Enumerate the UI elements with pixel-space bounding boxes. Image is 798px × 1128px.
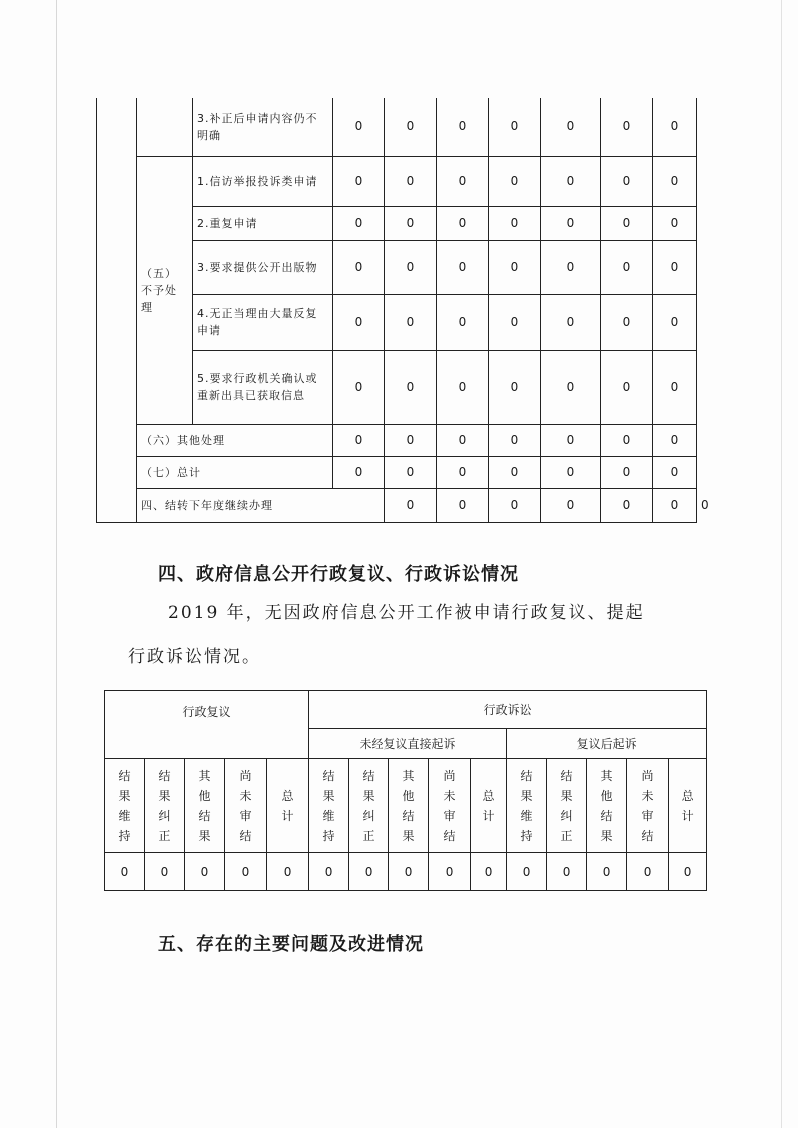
scan-edge-right	[781, 0, 782, 1128]
litigation-header: 行政诉讼	[309, 691, 707, 729]
item-label: 1.信访举报投诉类申请	[193, 156, 333, 206]
table-row: 5.要求行政机关确认或重新出具已获取信息 0 0 0 0 0 0 0	[97, 350, 697, 424]
table-row: 2.重复申请 0 0 0 0 0 0 0	[97, 206, 697, 240]
col-label: 结 果 维 持	[309, 759, 349, 853]
category-cell: （五）不予处理	[137, 156, 193, 424]
item-label: 4.无正当理由大量反复申请	[193, 294, 333, 350]
direct-suit-header: 未经复议直接起诉	[309, 729, 507, 759]
scan-edge-left	[56, 0, 57, 1128]
item-label: 3.补正后申请内容仍不明确	[193, 98, 333, 156]
table-row: （七）总计 0 0 0 0 0 0 0	[97, 456, 697, 488]
after-review-header: 复议后起诉	[507, 729, 707, 759]
item-label: 2.重复申请	[193, 206, 333, 240]
item-label: 3.要求提供公开出版物	[193, 240, 333, 294]
table-row: 3.要求提供公开出版物 0 0 0 0 0 0 0	[97, 240, 697, 294]
section5-heading: 五、存在的主要问题及改进情况	[158, 934, 424, 955]
table-row: 4.无正当理由大量反复申请 0 0 0 0 0 0 0	[97, 294, 697, 350]
col-label: 结 果 纠 正	[547, 759, 587, 853]
table-row: 四、结转下年度继续办理 0 0 0 0 0 0 0	[97, 488, 697, 522]
carry-over-label: 四、结转下年度继续办理	[137, 488, 385, 522]
col-label: 总 计	[669, 759, 707, 853]
table-row: （五）不予处理 1.信访举报投诉类申请 0 0 0 0 0 0 0	[97, 156, 697, 206]
col-label: 总 计	[267, 759, 309, 853]
section4-paragraph-line2: 行政诉讼情况。	[128, 647, 261, 667]
table-row: （六）其他处理 0 0 0 0 0 0 0	[97, 424, 697, 456]
review-litigation-table	[104, 690, 707, 891]
item-label: 5.要求行政机关确认或重新出具已获取信息	[193, 350, 333, 424]
application-handling-table	[96, 98, 709, 523]
table-row: 0 0 0 0 0 0 0 0 0 0 0 0 0 0 0	[105, 853, 707, 891]
total-label: （七）总计	[137, 456, 333, 488]
col-label: 其 他 结 果	[185, 759, 225, 853]
review-header: 行政复议	[105, 691, 309, 759]
col-label: 结 果 纠 正	[349, 759, 389, 853]
col-label: 尚 未 审 结	[429, 759, 471, 853]
table-row	[105, 759, 707, 853]
col-label: 尚 未 审 结	[225, 759, 267, 853]
col-label: 结 果 纠 正	[145, 759, 185, 853]
outer-category-cell	[97, 98, 137, 522]
col-label: 结 果 维 持	[105, 759, 145, 853]
col-label: 结 果 维 持	[507, 759, 547, 853]
col-label: 尚 未 审 结	[627, 759, 669, 853]
table-row	[105, 691, 707, 729]
category-cell	[137, 98, 193, 156]
col-label: 总 计	[471, 759, 507, 853]
other-handling-label: （六）其他处理	[137, 424, 333, 456]
section4-heading: 四、政府信息公开行政复议、行政诉讼情况	[158, 564, 519, 585]
section4-paragraph-line1: 2019 年，无因政府信息公开工作被申请行政复议、提起	[168, 603, 645, 623]
table-row: 3.补正后申请内容仍不明确 0 0 0 0 0 0 0	[97, 98, 697, 156]
col-label: 其 他 结 果	[587, 759, 627, 853]
col-label: 其 他 结 果	[389, 759, 429, 853]
